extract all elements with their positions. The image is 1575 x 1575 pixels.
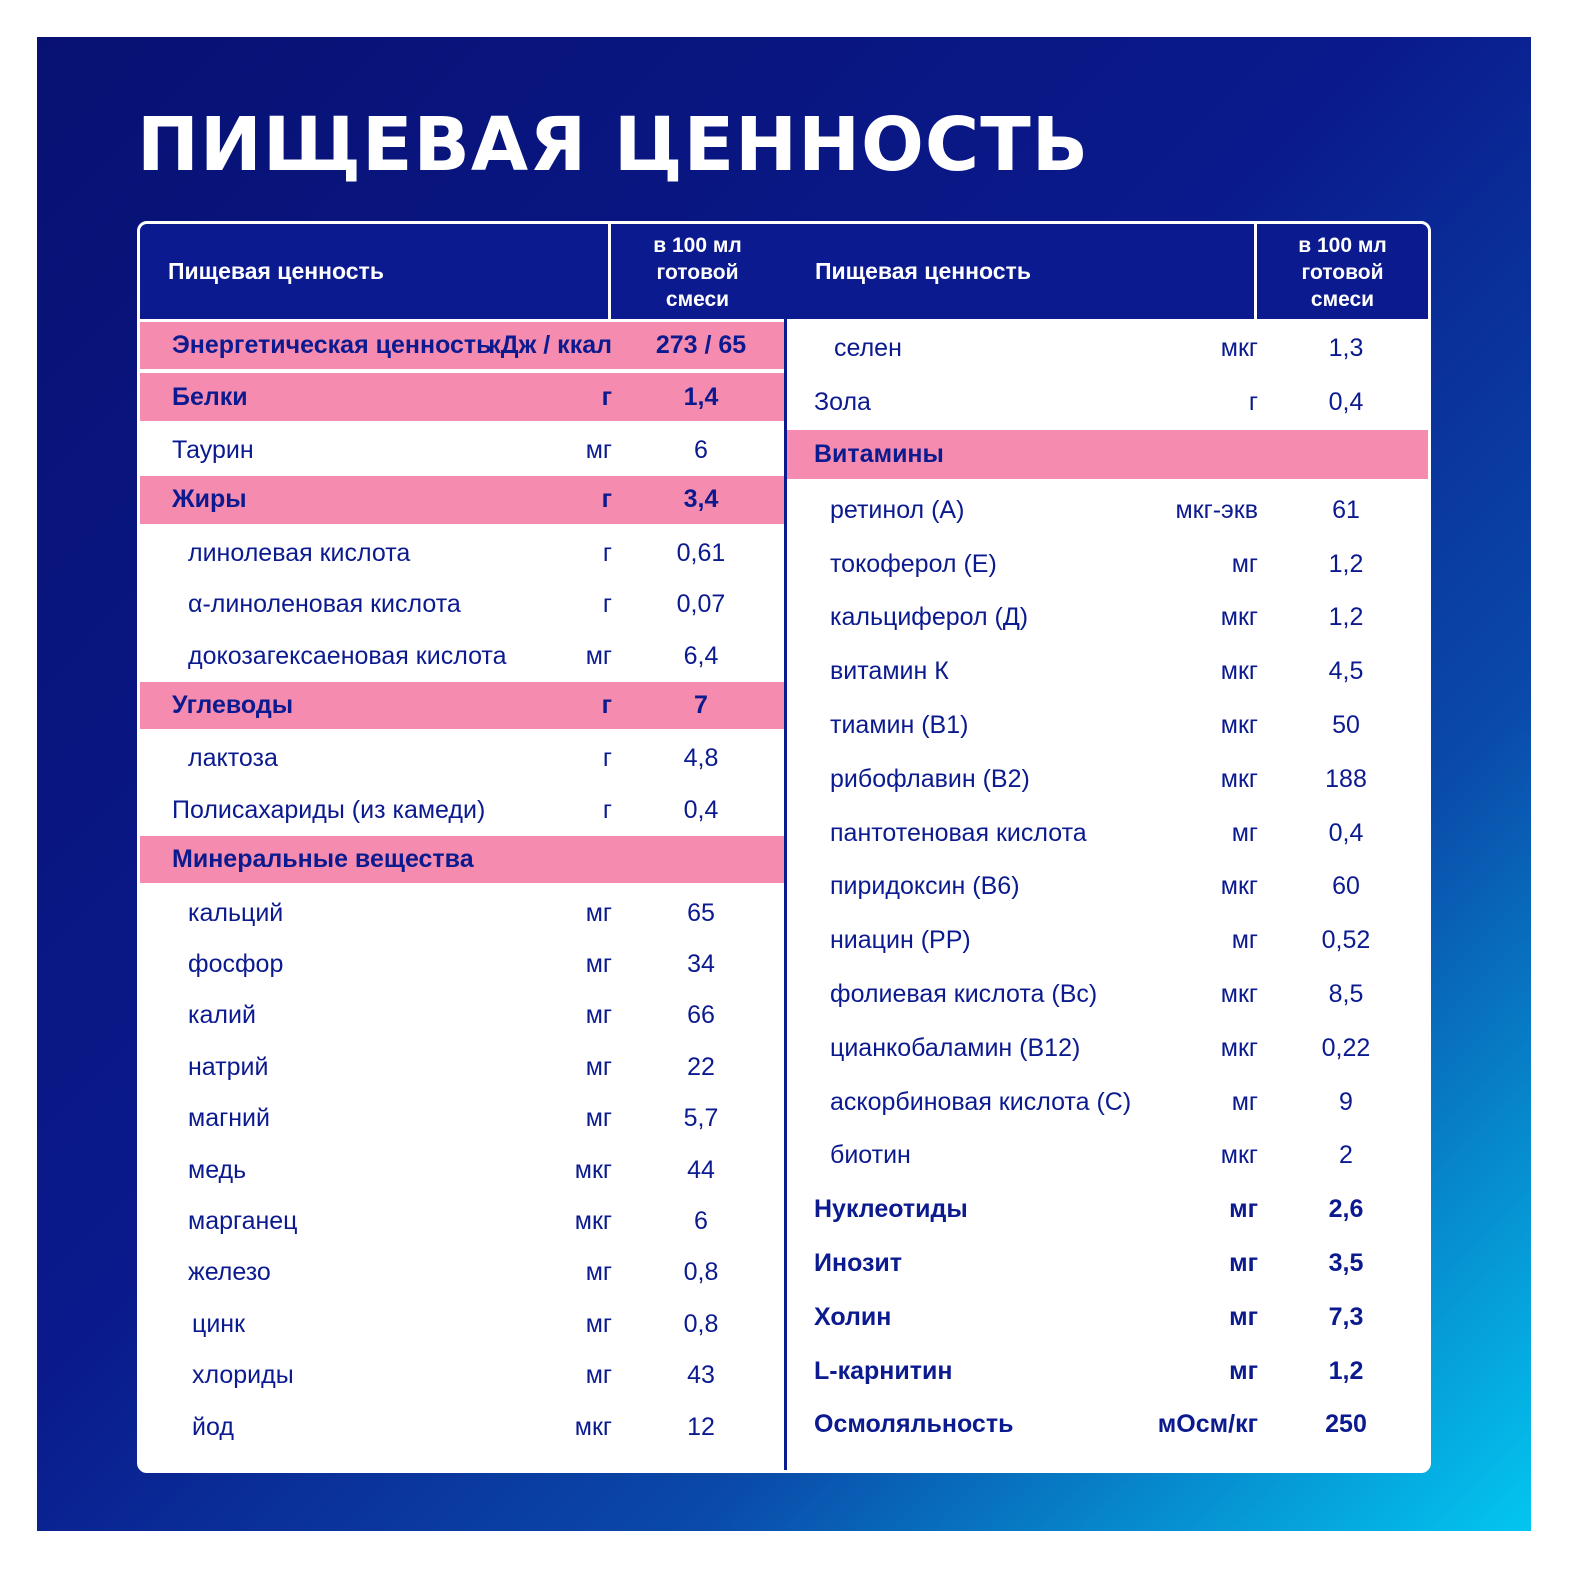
row-unit: мкг	[1220, 657, 1258, 686]
row-value: 0,07	[676, 590, 726, 619]
row-unit: мг	[1229, 1356, 1258, 1385]
table-row	[787, 752, 1428, 806]
row-value: 0,22	[1321, 1033, 1371, 1062]
row-name: Жиры	[172, 485, 247, 514]
row-unit: мкг	[574, 1155, 612, 1184]
row-value: 2,6	[1328, 1195, 1364, 1224]
row-value: 60	[1332, 872, 1360, 901]
row-name: Полисахариды (из камеди)	[172, 795, 486, 824]
row-name: линолевая кислота	[188, 538, 411, 567]
row-unit: мг	[1231, 926, 1258, 955]
row-unit: мкг	[574, 1206, 612, 1235]
row-unit: мкг	[1220, 872, 1258, 901]
row-value: 0,8	[683, 1258, 719, 1287]
row-unit: мг	[585, 1052, 612, 1081]
row-name: селен	[834, 334, 902, 363]
table-row	[140, 1144, 784, 1195]
row-value: 7,3	[1328, 1302, 1364, 1331]
row-name: пиридоксин (В6)	[830, 872, 1020, 901]
row-name: йод	[192, 1412, 234, 1441]
table-row	[787, 968, 1428, 1022]
row-unit: мг	[1231, 1087, 1258, 1116]
row-name: Углеводы	[172, 690, 294, 719]
header-name-label: Пищевая ценность	[815, 258, 1031, 284]
table-row	[787, 860, 1428, 914]
row-unit: мкг	[1220, 764, 1258, 793]
row-name: марганец	[188, 1206, 298, 1235]
row-name: калий	[188, 1001, 256, 1030]
row-name: ретинол (А)	[830, 495, 965, 524]
row-unit: мг	[1231, 549, 1258, 578]
row-name: медь	[188, 1155, 247, 1184]
table-row	[140, 1299, 784, 1350]
row-value: 9	[1339, 1087, 1353, 1116]
page-title: ПИЩЕВАЯ ЦЕННОСТЬ	[137, 102, 1090, 188]
row-name: кальций	[188, 898, 284, 927]
row-unit: г	[601, 690, 612, 719]
row-unit: мкг-экв	[1175, 495, 1258, 524]
row-value: 273 / 65	[655, 331, 747, 360]
row-name: Нуклеотиды	[814, 1195, 968, 1224]
row-name: хлориды	[192, 1361, 294, 1390]
row-unit: мг	[585, 1001, 612, 1030]
row-value: 0,52	[1321, 926, 1371, 955]
row-unit: кДж / ккал	[488, 331, 612, 360]
row-unit: мкг	[1220, 710, 1258, 739]
row-value: 3,4	[683, 485, 719, 514]
table-right-column	[787, 224, 1428, 1470]
row-value: 12	[687, 1412, 715, 1441]
row-name: рибофлавин (В2)	[830, 764, 1030, 793]
row-name: L-карнитин	[814, 1356, 953, 1385]
row-unit: г	[601, 485, 612, 514]
table-row	[787, 806, 1428, 860]
row-value	[616, 836, 786, 883]
row-name: цинк	[192, 1309, 246, 1338]
header-per-label: в 100 мл готовой смеси	[1298, 234, 1387, 311]
row-unit: мг	[585, 1309, 612, 1338]
row-unit: мг	[585, 1361, 612, 1390]
row-name: Осмоляльность	[814, 1410, 1014, 1439]
row-name: ниацин (РР)	[830, 926, 971, 955]
table-row	[140, 1042, 784, 1093]
row-name: Холин	[814, 1302, 892, 1331]
row-value: 6	[694, 1206, 708, 1235]
table-row	[787, 1344, 1428, 1398]
row-unit: мкг	[1220, 603, 1258, 632]
row-name: Белки	[172, 382, 248, 411]
row-value: 61	[1332, 495, 1360, 524]
row-value: 0,4	[683, 795, 719, 824]
row-name: лактоза	[188, 744, 278, 773]
row-value: 4,5	[1328, 657, 1364, 686]
table-row	[787, 699, 1428, 753]
row-unit: мг	[585, 949, 612, 978]
table-row	[140, 990, 784, 1041]
row-value: 66	[687, 1001, 715, 1030]
row-unit: мкг	[1220, 334, 1258, 363]
table-row	[140, 1350, 784, 1401]
row-unit: мг	[585, 1258, 612, 1287]
section-row	[787, 430, 1428, 480]
row-unit: г	[602, 795, 612, 824]
row-name: докозагексаеновая кислота	[188, 641, 507, 670]
row-name: фосфор	[188, 949, 284, 978]
row-value: 7	[694, 690, 708, 719]
row-value: 188	[1325, 764, 1367, 793]
table-row	[787, 645, 1428, 699]
section-row	[140, 476, 784, 523]
table-row	[140, 528, 784, 579]
row-name: Зола	[814, 388, 871, 417]
row-unit: мг	[585, 898, 612, 927]
row-unit: мг	[1231, 818, 1258, 847]
table-row	[787, 1021, 1428, 1075]
row-value: 65	[687, 898, 715, 927]
row-unit: мг	[1229, 1302, 1258, 1331]
row-value: 6,4	[683, 641, 719, 670]
row-name: пантотеновая кислота	[830, 818, 1087, 847]
row-value: 1,4	[683, 382, 719, 411]
row-name: токоферол (Е)	[830, 549, 997, 578]
row-value: 3,5	[1328, 1248, 1364, 1277]
table-row	[140, 939, 784, 990]
row-name: Минеральные вещества	[172, 845, 474, 874]
table-row	[787, 591, 1428, 645]
section-row	[140, 682, 784, 729]
table-row	[787, 1237, 1428, 1291]
row-unit: г	[1248, 388, 1258, 417]
row-name: Энергетическая ценность	[172, 331, 492, 360]
table-row	[787, 537, 1428, 591]
row-value: 2	[1339, 1141, 1353, 1170]
row-unit: мкг	[1220, 979, 1258, 1008]
table-row	[140, 630, 784, 681]
row-value: 50	[1332, 710, 1360, 739]
row-name: фолиевая кислота (Вс)	[830, 979, 1098, 1008]
row-name: цианкобаламин (В12)	[830, 1033, 1081, 1062]
table-row	[787, 1129, 1428, 1183]
row-value: 0,4	[1328, 818, 1364, 847]
table-row	[140, 1196, 784, 1247]
row-value: 1,3	[1328, 334, 1364, 363]
table-header-left	[140, 224, 784, 319]
row-name: витамин К	[830, 657, 949, 686]
row-name: кальциферол (Д)	[830, 603, 1029, 632]
row-unit: г	[602, 590, 612, 619]
table-row	[140, 785, 784, 836]
table-row	[140, 1247, 784, 1298]
row-value: 22	[687, 1052, 715, 1081]
table-row	[140, 887, 784, 938]
table-row	[140, 1093, 784, 1144]
row-value: 8,5	[1328, 979, 1364, 1008]
row-unit: мкг	[1220, 1141, 1258, 1170]
row-unit: мкг	[1220, 1033, 1258, 1062]
row-unit: мг	[1229, 1195, 1258, 1224]
row-value: 4,8	[683, 744, 719, 773]
row-value	[1261, 430, 1431, 480]
table-row	[787, 914, 1428, 968]
row-unit: г	[602, 744, 612, 773]
row-name: натрий	[188, 1052, 269, 1081]
table-row	[140, 733, 784, 784]
row-unit: г	[602, 538, 612, 567]
row-unit: мг	[1229, 1248, 1258, 1277]
header-per-label: в 100 мл готовой смеси	[653, 234, 742, 311]
table-row	[787, 376, 1428, 430]
nutrition-table	[137, 221, 1431, 1473]
row-unit: мкг	[574, 1412, 612, 1441]
table-row	[787, 1290, 1428, 1344]
background-panel	[37, 37, 1531, 1531]
row-value: 34	[687, 949, 715, 978]
row-name: биотин	[830, 1141, 911, 1170]
row-name: Витамины	[814, 439, 944, 468]
row-value: 1,2	[1328, 603, 1364, 632]
row-unit: мг	[585, 641, 612, 670]
row-unit: г	[601, 382, 612, 411]
row-name: аскорбиновая кислота (С)	[830, 1087, 1132, 1116]
table-header-right	[787, 224, 1428, 319]
row-unit: мг	[585, 435, 612, 464]
row-value: 250	[1325, 1410, 1367, 1439]
row-name: железо	[188, 1258, 271, 1287]
row-name: Таурин	[172, 435, 254, 464]
table-row	[787, 1183, 1428, 1237]
table-row	[787, 1075, 1428, 1129]
row-value: 0,4	[1328, 388, 1364, 417]
row-unit: мОсм/кг	[1157, 1410, 1258, 1439]
row-name: магний	[188, 1104, 270, 1133]
row-value: 0,61	[676, 538, 726, 567]
row-value: 43	[687, 1361, 715, 1390]
row-value: 1,2	[1328, 549, 1364, 578]
section-row	[140, 373, 784, 420]
row-value: 5,7	[683, 1104, 719, 1133]
table-row	[140, 1401, 784, 1452]
header-name-label: Пищевая ценность	[168, 258, 384, 284]
row-name: Инозит	[814, 1248, 903, 1277]
table-row	[787, 322, 1428, 376]
table-row	[140, 425, 784, 476]
row-name: α-линоленовая кислота	[188, 590, 461, 619]
row-name: тиамин (В1)	[830, 710, 969, 739]
row-unit: мг	[585, 1104, 612, 1133]
section-row	[140, 322, 784, 369]
table-row	[787, 483, 1428, 537]
row-value: 1,2	[1328, 1356, 1364, 1385]
table-row	[787, 1398, 1428, 1452]
row-value: 0,8	[683, 1309, 719, 1338]
row-value: 44	[687, 1155, 715, 1184]
section-row	[140, 836, 784, 883]
table-row	[140, 579, 784, 630]
row-value: 6	[694, 435, 708, 464]
table-left-column	[140, 224, 784, 1470]
